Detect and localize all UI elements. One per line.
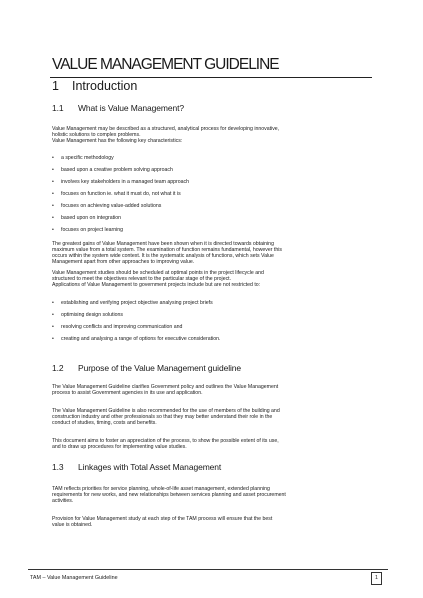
list-item-text: resolving conflicts and improving communication and bbox=[61, 324, 183, 330]
paragraph-line: Value Management has the following key characteristics: bbox=[52, 138, 183, 144]
paragraph-line: TAM reflects priorities for service planning, whole-of-life asset management, extended planning bbox=[52, 486, 270, 492]
paragraph-line: construction industry and other professionals so that they may better understand their role in the bbox=[52, 414, 273, 420]
bullet-icon: • bbox=[52, 227, 54, 233]
section-1-title: Introduction bbox=[72, 79, 138, 93]
paragraph-line: Applications of Value Management to government projects include but are not restricted to: bbox=[52, 282, 261, 288]
bullet-icon: • bbox=[52, 300, 54, 306]
paragraph-line: Value Management studies should be scheduled at optimal points in the project lifecycle and bbox=[52, 270, 264, 276]
page-number: 1 bbox=[371, 572, 382, 585]
paragraph-line: activities. bbox=[52, 498, 74, 504]
section-1-1-heading bbox=[52, 103, 184, 113]
bullet-icon: • bbox=[52, 336, 54, 342]
section-1-3-heading bbox=[52, 462, 221, 472]
title-divider bbox=[50, 77, 372, 78]
section-1-1-number: 1.1 bbox=[52, 103, 64, 113]
footer-divider bbox=[28, 569, 388, 570]
paragraph-line: Management apart from other approaches to improving value. bbox=[52, 259, 195, 265]
section-1-2-title: Purpose of the Value Management guideline bbox=[78, 363, 242, 373]
list-item-text: creating and analysing a range of options for executive consideration. bbox=[61, 336, 221, 342]
section-1-1-title: What is Value Management? bbox=[78, 103, 185, 113]
section-1-2-number: 1.2 bbox=[52, 363, 64, 373]
bullet-icon: • bbox=[52, 215, 54, 221]
list-item-text: focuses on project learning bbox=[61, 227, 123, 233]
paragraph-line: holistic solutions to complex problems. bbox=[52, 132, 141, 138]
list-item-text: optimising design solutions bbox=[61, 312, 123, 318]
paragraph-line: occurs within the system wide context. It is the systematic analysis of functions, which sets Value bbox=[52, 253, 274, 259]
bullet-icon: • bbox=[52, 203, 54, 209]
section-1-3-title: Linkages with Total Asset Management bbox=[78, 462, 222, 472]
paragraph-line: value is obtained. bbox=[52, 522, 93, 528]
paragraph-line: This document aims to foster an appreciation of the process, to show the possible extent of its use, bbox=[52, 438, 279, 444]
list-item-text: involves key stakeholders in a managed team approach bbox=[61, 179, 190, 185]
document-title: VALUE MANAGEMENT GUIDELINE bbox=[52, 56, 279, 73]
list-item-text: a specific methodology bbox=[61, 155, 114, 161]
paragraph-line: process to assist Government agencies in its use and application. bbox=[52, 390, 203, 396]
bullet-icon: • bbox=[52, 179, 54, 185]
paragraph-line: and to draw up procedures for implementing value studies. bbox=[52, 444, 187, 450]
paragraph-line: maximum value from a total system. The examination of function remains fundamental, however this bbox=[52, 247, 282, 253]
paragraph-line: conduct of studies, timing, costs and benefits. bbox=[52, 420, 157, 426]
list-item-text: focuses on achieving value-added solutions bbox=[61, 203, 162, 209]
bullet-icon: • bbox=[52, 191, 54, 197]
list-item-text: based upon on integration bbox=[61, 215, 121, 221]
paragraph-line: requirements for new works, and new relationships between services planning and asset procurement bbox=[52, 492, 286, 498]
bullet-icon: • bbox=[52, 167, 54, 173]
list-item-text: focuses on function ie. what it must do, not what it is bbox=[61, 191, 181, 197]
section-1-3-number: 1.3 bbox=[52, 462, 64, 472]
paragraph-line: The greatest gains of Value Management have been shown when it is directed towards obtaining bbox=[52, 241, 274, 247]
list-item-text: based upon a creative problem solving approach bbox=[61, 167, 173, 173]
section-1-number: 1 bbox=[52, 79, 59, 93]
paragraph-line: Value Management may be described as a structured, analytical process for developing innovative, bbox=[52, 126, 280, 132]
paragraph-line: The Value Management Guideline is also recommended for the use of members of the building and bbox=[52, 408, 280, 414]
section-1-heading bbox=[52, 79, 137, 93]
section-1-2-heading bbox=[52, 363, 241, 373]
paragraph-line: The Value Management Guideline clarifies Government policy and outlines the Value Management bbox=[52, 384, 279, 390]
footer-text: TAM – Value Management Guideline bbox=[30, 575, 118, 581]
paragraph-line: Provision for Value Management study at each step of the TAM process will ensure that the best bbox=[52, 516, 273, 522]
paragraph-line: structured to meet the objectives relevant to the particular stage of the project. bbox=[52, 276, 232, 282]
list-item-text: establishing and verifying project objective analysing project briefs bbox=[61, 300, 213, 306]
bullet-icon: • bbox=[52, 155, 54, 161]
bullet-icon: • bbox=[52, 324, 54, 330]
bullet-icon: • bbox=[52, 312, 54, 318]
